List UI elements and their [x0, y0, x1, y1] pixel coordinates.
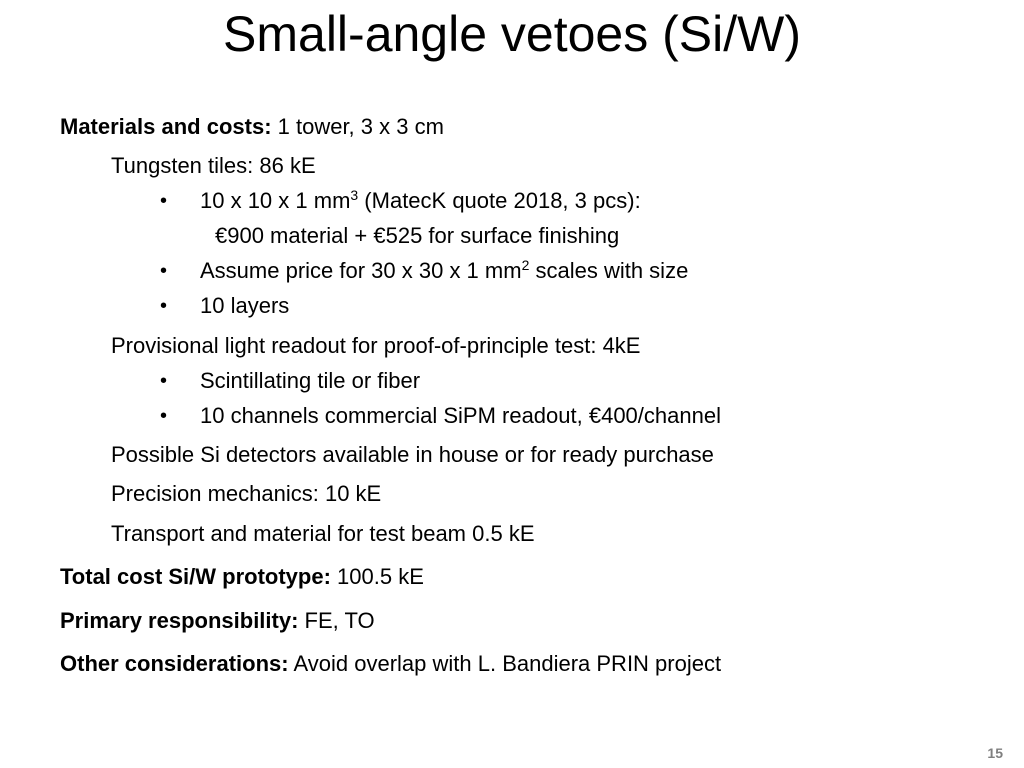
si-detectors-line: Possible Si detectors available in house or for ready purchase: [111, 442, 714, 467]
tungsten-bullet-2-sup: 2: [521, 257, 530, 273]
tungsten-bullet-2-pre: Assume price for 30 x 30 x 1 mm: [200, 258, 522, 283]
tungsten-bullet-1-cont: €900 material + €525 for surface finishing: [215, 223, 620, 248]
bullet-marker: •: [160, 190, 168, 212]
tungsten-bullet-1-sup: 3: [350, 187, 359, 203]
bullet-marker: •: [160, 260, 168, 282]
materials-line: [60, 113, 444, 141]
readout-heading: Provisional light readout for proof-of-principle test: 4kE: [111, 333, 641, 358]
page-number: 15: [987, 745, 1003, 761]
responsibility-line: [60, 607, 375, 635]
tungsten-bullet-2: [200, 257, 688, 285]
tungsten-bullet-3: 10 layers: [200, 293, 290, 318]
bullet-marker: •: [160, 295, 168, 317]
total-cost-text: 100.5 kE: [330, 564, 424, 589]
tungsten-bullet-1-post: (MatecK quote 2018, 3 pcs):: [358, 188, 641, 213]
responsibility-text: FE, TO: [298, 608, 375, 633]
tungsten-bullet-2-post: scales with size: [529, 258, 689, 283]
slide-title: Small-angle vetoes (Si/W): [223, 6, 801, 62]
tungsten-bullet-1-pre: 10 x 10 x 1 mm: [200, 188, 351, 213]
mechanics-line: Precision mechanics: 10 kE: [111, 481, 382, 506]
considerations-text: Avoid overlap with L. Bandiera PRIN project: [288, 651, 722, 676]
bullet-marker: •: [160, 370, 168, 392]
tungsten-bullet-1: [200, 187, 641, 215]
tungsten-heading: Tungsten tiles: 86 kE: [111, 153, 316, 178]
transport-line: Transport and material for test beam 0.5 kE: [111, 521, 535, 546]
total-cost-line: [60, 563, 424, 591]
responsibility-label: Primary responsibility:: [60, 608, 299, 633]
readout-bullet-2: 10 channels commercial SiPM readout, €400/channel: [200, 403, 721, 428]
bullet-marker: •: [160, 405, 168, 427]
total-cost-label: Total cost Si/W prototype:: [60, 564, 331, 589]
materials-label: Materials and costs:: [60, 114, 272, 139]
considerations-line: [60, 650, 721, 678]
readout-bullet-1: Scintillating tile or fiber: [200, 368, 421, 393]
materials-text: 1 tower, 3 x 3 cm: [271, 114, 444, 139]
considerations-label: Other considerations:: [60, 651, 289, 676]
